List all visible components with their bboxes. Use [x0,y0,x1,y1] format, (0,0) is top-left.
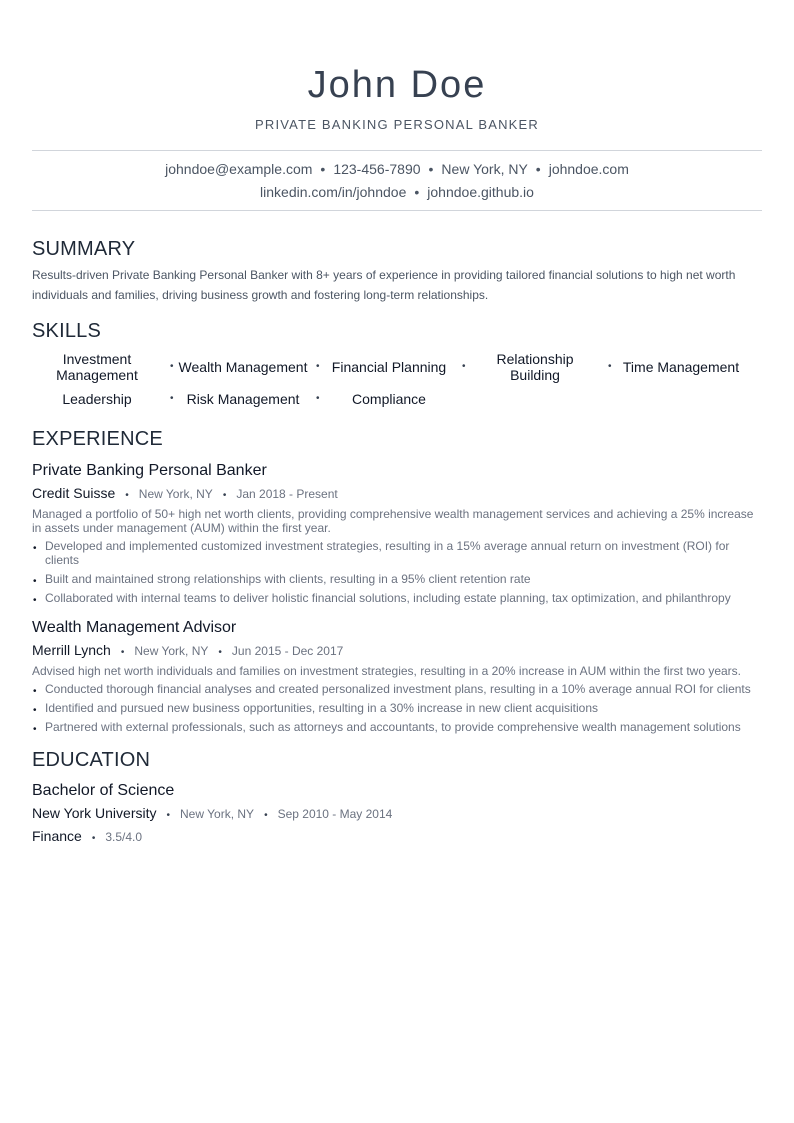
skill-label: Compliance [352,391,426,407]
list-item: • Built and maintained strong relationships with clients, resulting in a 95% client retention rate [32,572,762,586]
skill-item [324,387,454,411]
separator-dot: • [222,490,227,501]
separator-dot: • [608,361,612,372]
education-heading: EDUCATION [32,749,151,771]
skill-label: Investment Management [56,351,138,383]
list-item: • Partnered with external professionals, such as attorneys and accountants, to provide comprehensive wealth management solutions [32,720,762,734]
skill-label: Financial Planning [331,359,447,375]
job-location: New York, NY [138,487,213,501]
job-role: Wealth Management Advisor [32,619,237,636]
skill-item [470,351,612,383]
skill-label: Relationship Building [496,351,574,383]
job-description: Advised high net worth individuals and families on investment strategies, resulting in a 20% increase in AUM within the first two years. [32,664,742,678]
linkedin-link[interactable]: linkedin.com/in/johndoe [260,184,407,200]
job-meta [32,483,762,506]
skill-item [32,387,174,411]
resume-page [32,0,762,849]
job-entry [32,618,762,734]
job-description: Managed a portfolio of 50+ high net worth clients, providing comprehensive wealth management services and achieving a 25% increase in assets under management (AUM) within the first year. [32,507,754,535]
company-name: Merrill Lynch [32,642,111,658]
list-item: • Developed and implemented customized investment strategies, resulting in a 15% average annual return on investment (ROI) for clients [32,539,762,567]
skill-item [178,351,320,383]
skill-item [32,351,174,383]
header-divider-top [32,150,762,151]
separator-dot: • [535,161,541,177]
email-link[interactable]: johndoe@example.com [165,161,313,177]
list-item: • Conducted thorough financial analyses and created personalized investment plans, resulting in a 10% average annual ROI for clients [32,682,762,696]
separator-dot: • [91,833,96,844]
list-item: • Identified and pursued new business opportunities, resulting in a 30% increase in new client acquisitions [32,701,762,715]
list-item: • Collaborated with internal teams to deliver holistic financial solutions, including estate planning, tax optimization, and philanthropy [32,591,762,605]
school-name: New York University [32,805,157,821]
location-text: New York, NY [441,161,528,177]
job-bullets [32,682,762,734]
job-entry [32,461,762,605]
separator-dot: • [320,161,326,177]
skill-label: Leadership [62,391,132,407]
job-title: PRIVATE BANKING PERSONAL BANKER [254,117,540,132]
separator-dot: • [316,361,320,372]
separator-dot: • [428,161,434,177]
separator-dot: • [414,184,420,200]
education-meta [32,803,762,826]
gpa-value: 3.5/4.0 [105,830,143,844]
separator-dot: • [170,361,174,372]
separator-dot: • [170,393,174,404]
company-name: Credit Suisse [32,485,116,501]
degree-name: Bachelor of Science [32,782,175,799]
job-bullets [32,539,762,605]
skill-item [178,387,320,411]
job-dates: Jan 2018 - Present [236,487,338,501]
school-location: New York, NY [180,807,255,821]
summary-heading: SUMMARY [32,238,136,260]
header-divider-bottom [32,210,762,211]
candidate-name: John Doe [307,64,487,106]
separator-dot: • [316,393,320,404]
contact-line-1 [32,158,762,181]
summary-text: Results-driven Private Banking Personal Banker with 8+ years of experience in providing tailored financial solutions to high net worth individuals and families, driving business growth and fostering long-term relationships. [32,268,736,302]
separator-dot: • [218,647,222,658]
github-link[interactable]: johndoe.github.io [427,184,534,200]
experience-heading: EXPERIENCE [32,428,163,450]
contact-line-2 [32,181,762,204]
website-link[interactable]: johndoe.com [548,161,629,177]
separator-dot: • [264,810,268,821]
separator-dot: • [120,647,125,658]
skill-item [616,351,746,383]
job-meta [32,640,762,663]
separator-dot: • [125,490,129,501]
skill-item [324,351,466,383]
skill-label: Risk Management [186,391,300,407]
job-role: Private Banking Personal Banker [32,462,267,479]
phone-number[interactable]: 123-456-7890 [333,161,421,177]
skills-heading: SKILLS [32,320,102,342]
skill-label: Time Management [622,359,740,375]
skills-grid [32,351,762,411]
separator-dot: • [166,810,171,821]
separator-dot: • [462,361,466,372]
field-of-study: Finance [32,828,82,844]
field-of-study-row [32,826,762,849]
job-location: New York, NY [134,644,209,658]
skill-label: Wealth Management [178,359,308,375]
job-dates: Jun 2015 - Dec 2017 [231,644,344,658]
education-dates: Sep 2010 - May 2014 [277,807,393,821]
